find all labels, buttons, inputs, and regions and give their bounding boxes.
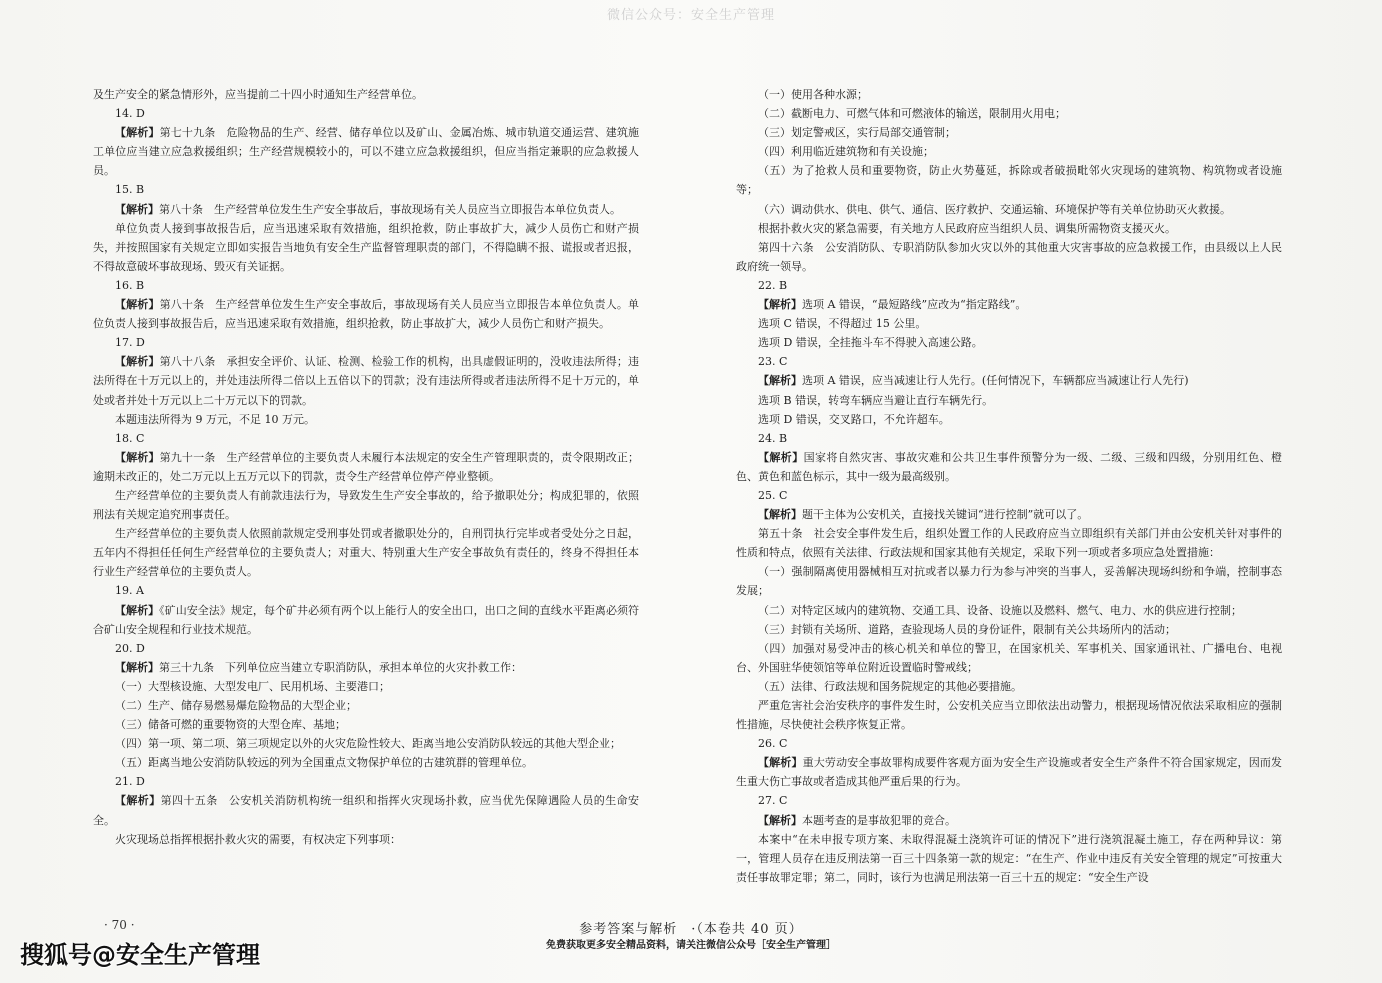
answer-line: 20. D bbox=[115, 641, 145, 655]
analysis-text: 选项 A 错误，“最短路线”应改为“指定路线”。 bbox=[802, 298, 1027, 312]
analysis-paragraph bbox=[736, 295, 1282, 314]
analysis-paragraph bbox=[93, 123, 639, 180]
body-paragraph: （二）对特定区域内的建筑物、交通工具、设备、设施以及燃料、燃气、电力、水的供应进行控制； bbox=[758, 603, 1242, 617]
analysis-text: 第八十条 生产经营单位发生生产安全事故后，事故现场有关人员应当立即报告本单位负责人。 bbox=[159, 202, 621, 216]
analysis-label: 【解析】 bbox=[758, 374, 802, 388]
body-paragraph: 根据扑救火灾的紧急需要，有关地方人民政府应当组织人员、调集所需物资支援灭火。 bbox=[758, 221, 1176, 235]
analysis-label: 【解析】 bbox=[115, 355, 160, 369]
analysis-paragraph bbox=[93, 601, 639, 639]
body-paragraph: 及生产安全的紧急情形外，应当提前二十四小时通知生产经营单位。 bbox=[93, 88, 423, 101]
answer-line: 27. C bbox=[758, 794, 788, 808]
body-paragraph: （四）第一项、第二项、第三项规定以外的火灾危险性较大、距离当地公安消防队较远的其他大型企业； bbox=[115, 737, 621, 751]
analysis-paragraph bbox=[93, 200, 639, 219]
answer-line: 26. C bbox=[758, 737, 788, 751]
answer-line: 22. B bbox=[758, 278, 788, 292]
analysis-text: 《矿山安全法》规定，每个矿井必须有两个以上能行人的安全出口，出口之间的直线水平距离必须符合矿山安全规程和行业技术规范。 bbox=[93, 603, 640, 636]
analysis-label: 【解析】 bbox=[115, 202, 159, 216]
footer-title: 参考答案与解析 ·（本卷共 40 页） bbox=[579, 922, 803, 937]
analysis-paragraph bbox=[93, 295, 639, 333]
body-paragraph: 本题违法所得为 9 万元，不足 10 万元。 bbox=[115, 412, 315, 426]
analysis-text: 第四十五条 公安机关消防机构统一组织和指挥火灾现场扑救，应当优先保障遇险人员的生命安全。 bbox=[93, 794, 640, 827]
analysis-text: 第七十九条 危险物品的生产、经营、储存单位以及矿山、金属冶炼、城市轨道交通运营、建筑施工单位应当建立应急救援组织；生产经营规模较小的，可以不建立应急救援组织，但应当指定兼职的应急救援人员。 bbox=[93, 126, 639, 178]
analysis-text: 第八十条 生产经营单位发生生产安全事故后，事故现场有关人员应当立即报告本单位负责人。单位负责人接到事故报告后，应当迅速采取有效措施，组织抢救，防止事故扩大，减少人员伤亡和财产损失。 bbox=[93, 298, 639, 331]
analysis-paragraph bbox=[736, 811, 1282, 830]
body-paragraph: （五）法律、行政法规和国务院规定的其他必要措施。 bbox=[758, 679, 1022, 693]
body-paragraph: 火灾现场总指挥根据扑救火灾的需要，有权决定下列事项： bbox=[115, 832, 401, 846]
analysis-label: 【解析】 bbox=[758, 298, 802, 312]
answer-line: 23. C bbox=[758, 355, 788, 369]
body-paragraph: （四）利用临近建筑物和有关设施； bbox=[758, 145, 934, 159]
body-paragraph: （二）生产、储存易燃易爆危险物品的大型企业； bbox=[115, 699, 357, 712]
body-paragraph: 选项 D 错误，全挂拖斗车不得驶入高速公路。 bbox=[758, 336, 983, 350]
body-paragraph: （四）加强对易受冲击的核心机关和单位的警卫，在国家机关、军事机关、国家通讯社、广播电台、电视台、外国驻华使领馆等单位附近设置临时警戒线； bbox=[736, 641, 1282, 674]
analysis-text: 本题考查的是事故犯罪的竞合。 bbox=[802, 813, 956, 827]
brand-watermark: 搜狐号@安全生产管理 bbox=[20, 941, 260, 969]
analysis-paragraph bbox=[93, 791, 639, 829]
page-number: · 70 · bbox=[104, 918, 135, 932]
analysis-label: 【解析】 bbox=[115, 298, 160, 312]
body-paragraph: （五）为了抢救人员和重要物资，防止火势蔓延，拆除或者破损毗邻火灾现场的建筑物、构筑物或者设施等； bbox=[736, 164, 1282, 197]
analysis-text: 第九十一条 生产经营单位的主要负责人未履行本法规定的安全生产管理职责的，责令限期改正；逾期未改正的，处二万元以上五万元以下的罚款，责令生产经营单位停产停业整顿。 bbox=[93, 450, 639, 483]
body-paragraph: 单位负责人接到事故报告后，应当迅速采取有效措施，组织抢救，防止事故扩大，减少人员伤亡和财产损失，并按照国家有关规定立即如实报告当地负有安全生产监督管理职责的部门，不得隐瞒不报、谎报或者迟报，不得故意破坏事故现场、毁灭有关证据。 bbox=[93, 221, 639, 273]
body-paragraph: 第五十条 社会安全事件发生后，组织处置工作的人民政府应当立即组织有关部门并由公安机关针对事件的性质和特点，依照有关法律、行政法规和国家其他有关规定，采取下列一项或者多项应急处置措施： bbox=[736, 527, 1282, 560]
body-paragraph: （二）截断电力、可燃气体和可燃液体的输送，限制用火用电； bbox=[758, 107, 1066, 121]
answer-line: 14. D bbox=[115, 107, 145, 121]
header-watermark: 微信公众号：安全生产管理 bbox=[606, 8, 775, 23]
answer-line: 24. B bbox=[758, 431, 788, 445]
body-paragraph: 选项 B 错误，转弯车辆应当避让直行车辆先行。 bbox=[758, 393, 994, 407]
answer-line: 16. B bbox=[115, 278, 145, 292]
body-paragraph: 本案中“在未申报专项方案、未取得混凝土浇筑许可证的情况下”进行浇筑混凝土施工，存在两种异议：第一，管理人员存在违反刑法第一百三十四条第一款的规定：“在生产、作业中违反有关安全管理的规定”可按重大责任事故罪定罪；第二，同时，该行为也满足刑法第一百三十五的规定：“安全生产设 bbox=[736, 832, 1282, 884]
body-paragraph: （三）划定警戒区，实行局部交通管制； bbox=[758, 126, 956, 140]
footer-note: 免费获取更多安全精品资料，请关注微信公众号［安全生产管理］ bbox=[546, 940, 836, 951]
analysis-label: 【解析】 bbox=[115, 126, 160, 140]
body-paragraph: （五）距离当地公安消防队较远的列为全国重点文物保护单位的古建筑群的管理单位。 bbox=[115, 756, 533, 770]
analysis-text: 第八十八条 承担安全评价、认证、检测、检验工作的机构，出具虚假证明的，没收违法所得；违法所得在十万元以上的，并处违法所得二倍以上五倍以下的罚款；没有违法所得或者违法所得不足十万元的，单处或者并处十万元以上二十万元以下的罚款。 bbox=[93, 355, 639, 407]
analysis-paragraph bbox=[736, 448, 1282, 486]
answer-line: 25. C bbox=[758, 488, 788, 502]
analysis-text: 题干主体为公安机关，直接找关键词“进行控制”就可以了。 bbox=[802, 508, 1089, 522]
analysis-label: 【解析】 bbox=[115, 603, 160, 617]
analysis-label: 【解析】 bbox=[758, 450, 804, 464]
analysis-label: 【解析】 bbox=[115, 450, 160, 464]
analysis-paragraph bbox=[736, 753, 1282, 791]
body-paragraph: （一）大型核设施、大型发电厂、民用机场、主要港口； bbox=[115, 679, 390, 693]
answer-line: 19. A bbox=[115, 584, 144, 598]
answer-line: 21. D bbox=[115, 775, 145, 789]
analysis-label: 【解析】 bbox=[758, 813, 802, 827]
analysis-text: 国家将自然灾害、事故灾难和公共卫生事件预警分为一级、二级、三级和四级，分别用红色、橙色、黄色和蓝色标示，其中一级为最高级别。 bbox=[736, 450, 1283, 483]
body-paragraph: 第四十六条 公安消防队、专职消防队参加火灾以外的其他重大灾害事故的应急救援工作，由县级以上人民政府统一领导。 bbox=[736, 240, 1282, 273]
analysis-text: 重大劳动安全事故罪构成要件客观方面为安全生产设施或者安全生产条件不符合国家规定，因而发生重大伤亡事故或者造成其他严重后果的行为。 bbox=[736, 756, 1282, 789]
body-paragraph: 选项 C 错误，不得超过 15 公里。 bbox=[758, 317, 927, 331]
left-column bbox=[93, 85, 639, 849]
body-paragraph: （三）封锁有关场所、道路，查验现场人员的身份证件，限制有关公共场所内的活动； bbox=[758, 622, 1176, 636]
analysis-paragraph bbox=[736, 505, 1282, 524]
analysis-text: 选项 A 错误，应当减速让行人先行。(任何情况下，车辆都应当减速让行人先行) bbox=[802, 374, 1189, 388]
body-paragraph: （三）储备可燃的重要物资的大型仓库、基地； bbox=[115, 718, 346, 732]
right-column bbox=[736, 85, 1282, 887]
body-paragraph: 生产经营单位的主要负责人有前款违法行为，导致发生生产安全事故的，给予撤职处分；构成犯罪的，依照刑法有关规定追究刑事责任。 bbox=[93, 488, 639, 522]
analysis-text: 第三十九条 下列单位应当建立专职消防队，承担本单位的火灾扑救工作： bbox=[159, 660, 522, 674]
answer-line: 17. D bbox=[115, 336, 145, 350]
body-paragraph: （一）使用各种水源； bbox=[758, 88, 868, 101]
answer-line: 18. C bbox=[115, 431, 145, 445]
analysis-label: 【解析】 bbox=[115, 794, 161, 808]
analysis-label: 【解析】 bbox=[758, 756, 803, 770]
body-paragraph: （一）强制隔离使用器械相互对抗或者以暴力行为参与冲突的当事人，妥善解决现场纠纷和争端，控制事态发展； bbox=[736, 565, 1282, 598]
answer-line: 15. B bbox=[115, 183, 145, 197]
body-paragraph: 选项 D 错误，交叉路口，不允许超车。 bbox=[758, 412, 950, 426]
body-paragraph: 严重危害社会治安秩序的事件发生时，公安机关应当立即依法出动警力，根据现场情况依法采取相应的强制性措施，尽快使社会秩序恢复正常。 bbox=[736, 699, 1282, 732]
body-paragraph: 生产经营单位的主要负责人依照前款规定受刑事处罚或者撤职处分的，自刑罚执行完毕或者受处分之日起，五年内不得担任任何生产经营单位的主要负责人；对重大、特别重大生产安全事故负有责任的，终身不得担任本行业生产经营单位的主要负责人。 bbox=[93, 527, 639, 579]
analysis-label: 【解析】 bbox=[115, 660, 159, 674]
body-paragraph: （六）调动供水、供电、供气、通信、医疗救护、交通运输、环境保护等有关单位协助灭火救援。 bbox=[758, 202, 1231, 216]
analysis-paragraph bbox=[93, 352, 639, 409]
analysis-paragraph bbox=[93, 448, 639, 486]
analysis-label: 【解析】 bbox=[758, 508, 802, 522]
analysis-paragraph bbox=[93, 658, 639, 677]
analysis-paragraph bbox=[736, 371, 1282, 390]
